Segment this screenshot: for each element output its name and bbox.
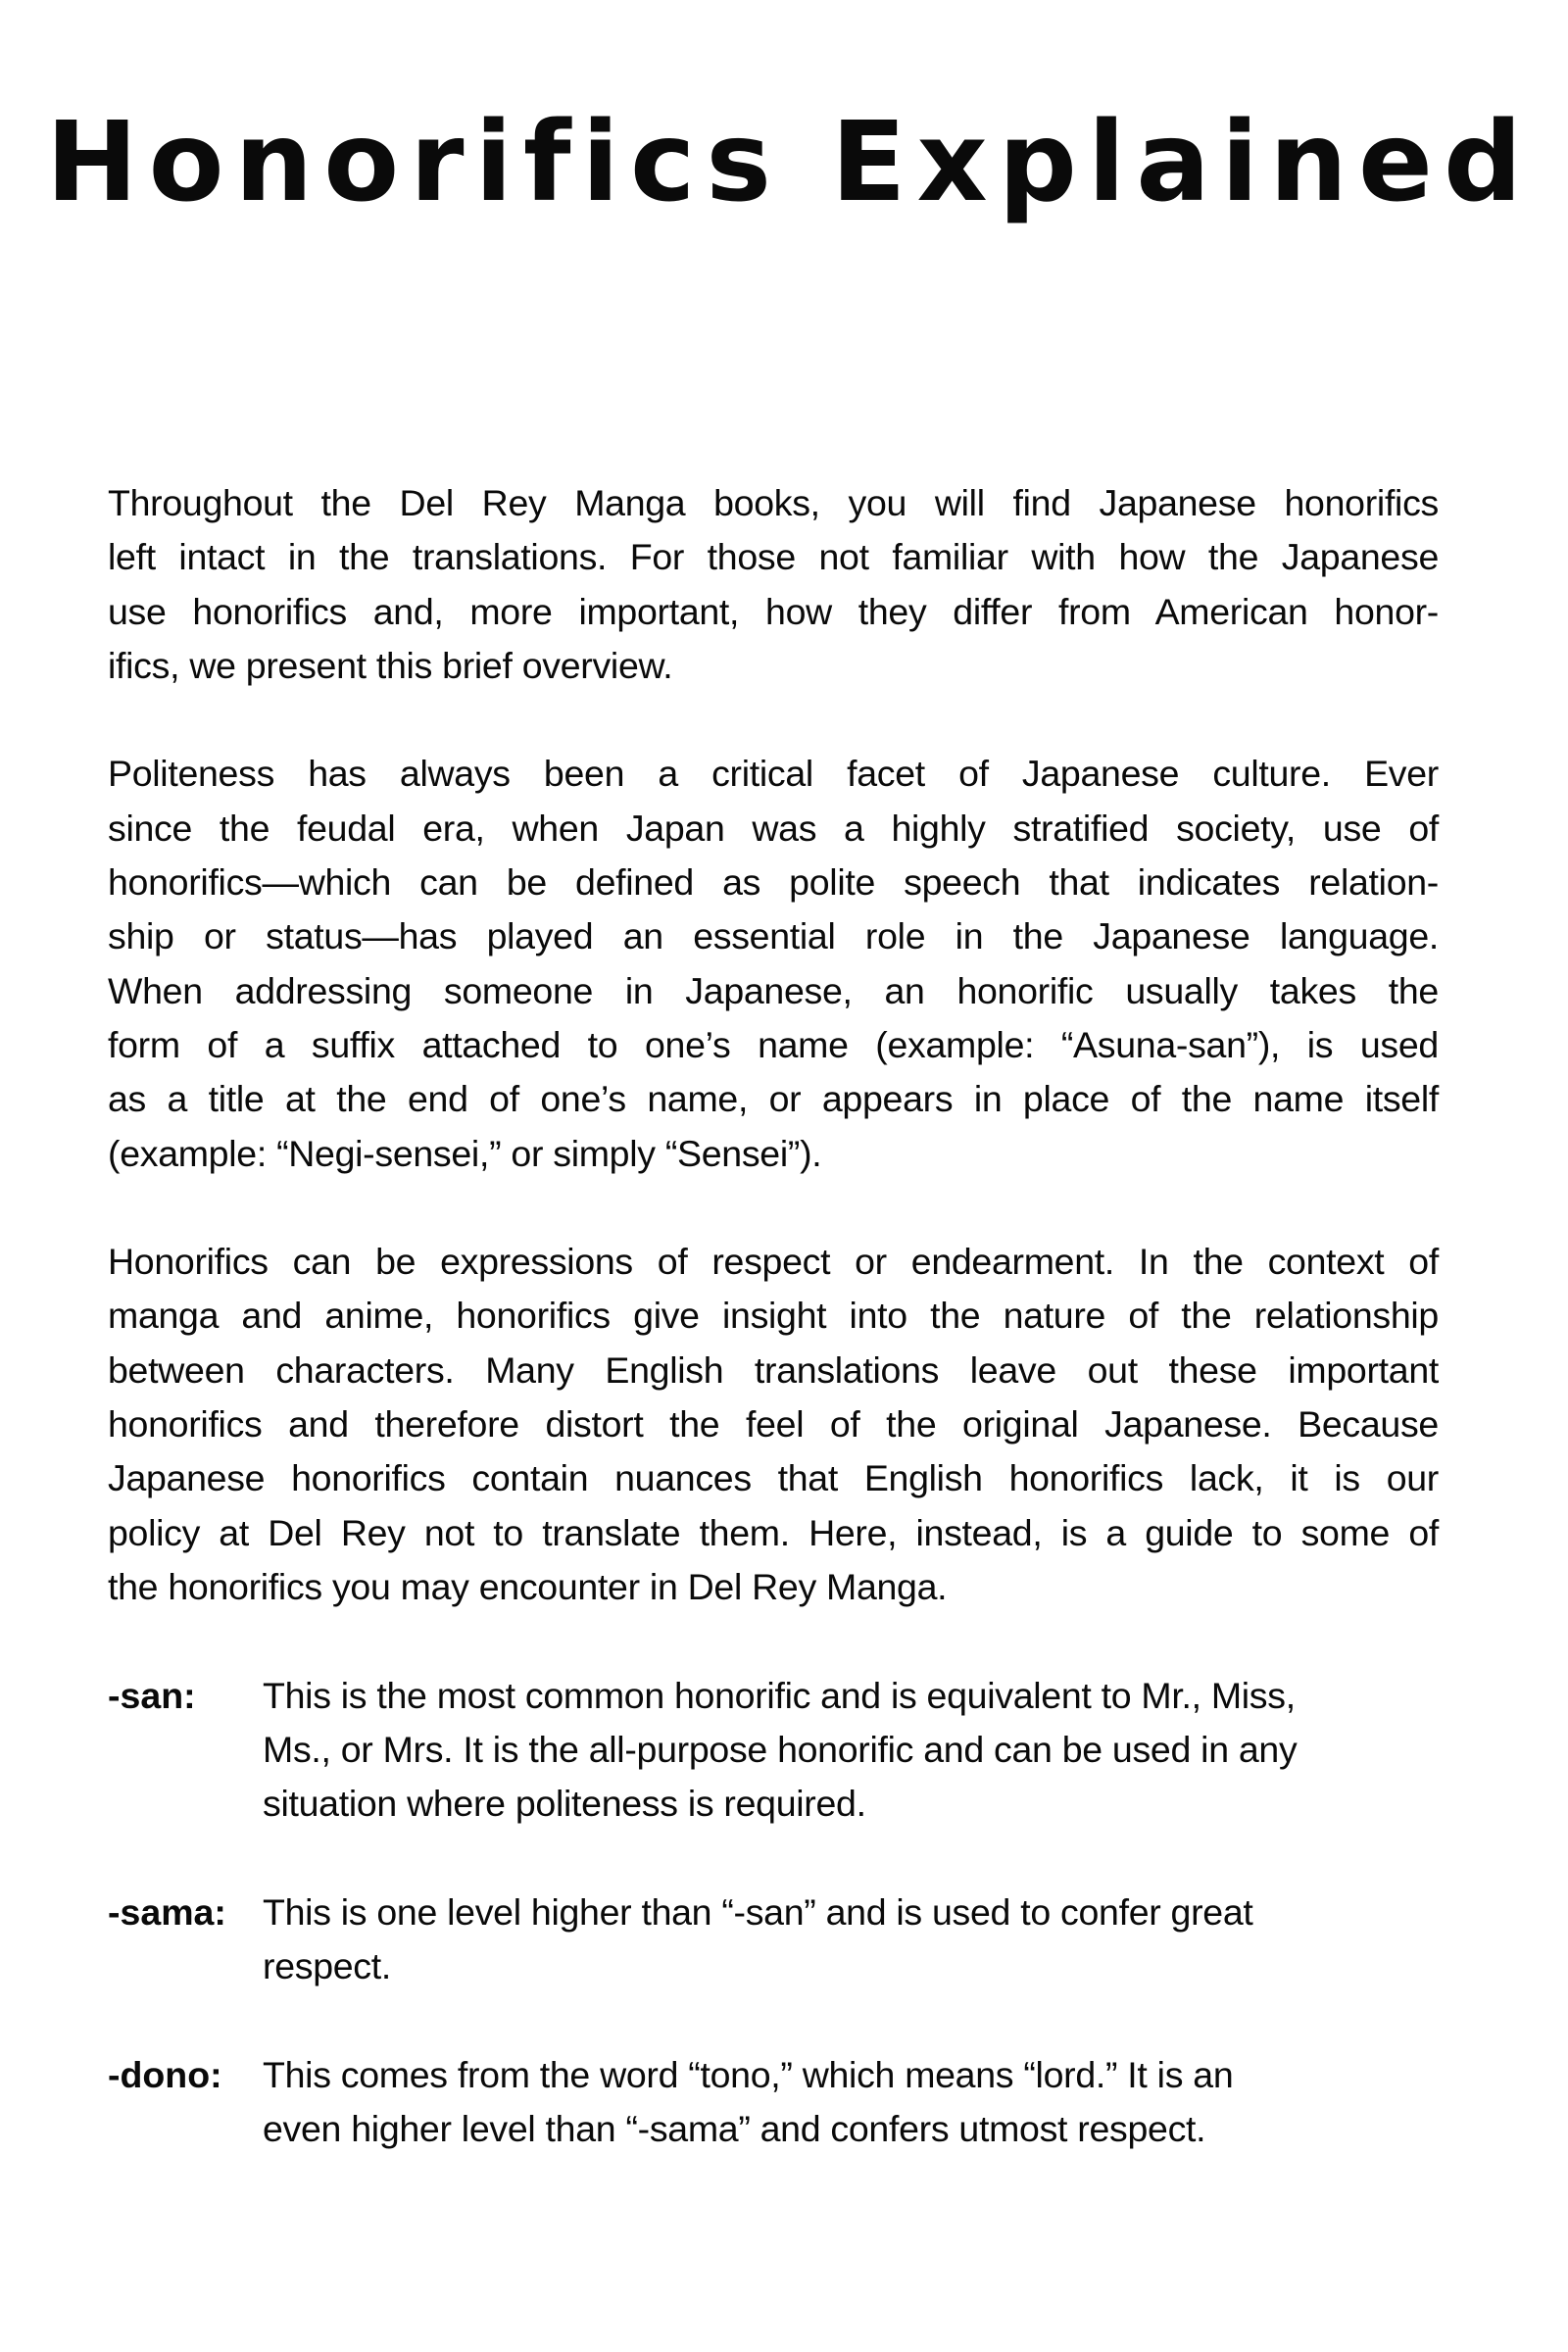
text-line: respect. bbox=[263, 1945, 391, 1987]
text-line: as a title at the end of one’s name, or appears in place of the name itself bbox=[108, 1078, 1439, 1120]
text-line: the honorifics you may encounter in Del Rey Manga. bbox=[108, 1565, 948, 1607]
honorifics-definition-list bbox=[108, 1669, 1439, 2157]
text-line: form of a suffix attached to one’s name (example: “Asuna-san”), is used bbox=[108, 1023, 1439, 1065]
text-line: even higher level than “-sama” and confers utmost respect. bbox=[263, 2107, 1206, 2149]
definition-dono bbox=[108, 2048, 1439, 2157]
page-title: Honorifics Explained bbox=[45, 99, 1534, 226]
text-line: left intact in the translations. For those not familiar with how the Japanese bbox=[108, 536, 1439, 578]
definition-description bbox=[263, 1669, 1439, 1832]
definition-description bbox=[263, 2048, 1439, 2157]
text-line: manga and anime, honorifics give insight into the nature of the relationship bbox=[108, 1295, 1439, 1337]
text-line: Honorifics can be expressions of respect or endearment. In the context of bbox=[108, 1241, 1439, 1283]
text-line: Ms., or Mrs. It is the all-purpose honorific and can be used in any bbox=[263, 1728, 1298, 1770]
text-line: policy at Del Rey not to translate them. Here, instead, is a guide to some of bbox=[108, 1511, 1439, 1553]
paragraph-intro bbox=[108, 476, 1439, 693]
definition-term: -sama: bbox=[108, 1890, 226, 1933]
text-line: since the feudal era, when Japan was a highly stratified society, use of bbox=[108, 807, 1439, 849]
text-line: honorifics and therefore distort the feel of the original Japanese. Because bbox=[108, 1403, 1439, 1446]
text-line: ifics, we present this brief overview. bbox=[108, 644, 673, 686]
definition-san bbox=[108, 1669, 1439, 1832]
text-line: Politeness has always been a critical facet of Japanese culture. Ever bbox=[108, 753, 1439, 795]
text-line: When addressing someone in Japanese, an honorific usually takes the bbox=[108, 969, 1439, 1011]
text-line: use honorifics and, more important, how they differ from American honor- bbox=[108, 590, 1439, 632]
definition-term: -san: bbox=[108, 1674, 196, 1716]
paragraph-politeness bbox=[108, 747, 1439, 1180]
text-line: This comes from the word “tono,” which means “lord.” It is an bbox=[263, 2053, 1234, 2095]
text-line: This is one level higher than “-san” and is used to confer great bbox=[263, 1890, 1253, 1933]
text-line: Japanese honorifics contain nuances that English honorifics lack, it is our bbox=[108, 1457, 1439, 1499]
definition-sama bbox=[108, 1886, 1439, 1994]
text-line: between characters. Many English translations leave out these important bbox=[108, 1348, 1439, 1391]
text-line: Throughout the Del Rey Manga books, you will find Japanese honorifics bbox=[108, 482, 1439, 523]
text-line: honorifics—which can be defined as polite speech that indicates relation- bbox=[108, 861, 1439, 904]
paragraph-context bbox=[108, 1235, 1439, 1614]
definition-description bbox=[263, 1886, 1439, 1994]
definition-term: -dono: bbox=[108, 2053, 222, 2095]
text-line: ship or status—has played an essential role in the Japanese language. bbox=[108, 915, 1439, 957]
text-line: situation where politeness is required. bbox=[263, 1783, 866, 1825]
text-line: (example: “Negi-sensei,” or simply “Sensei”). bbox=[108, 1132, 822, 1174]
body-text bbox=[108, 476, 1439, 2211]
text-line: This is the most common honorific and is equivalent to Mr., Miss, bbox=[263, 1674, 1296, 1716]
